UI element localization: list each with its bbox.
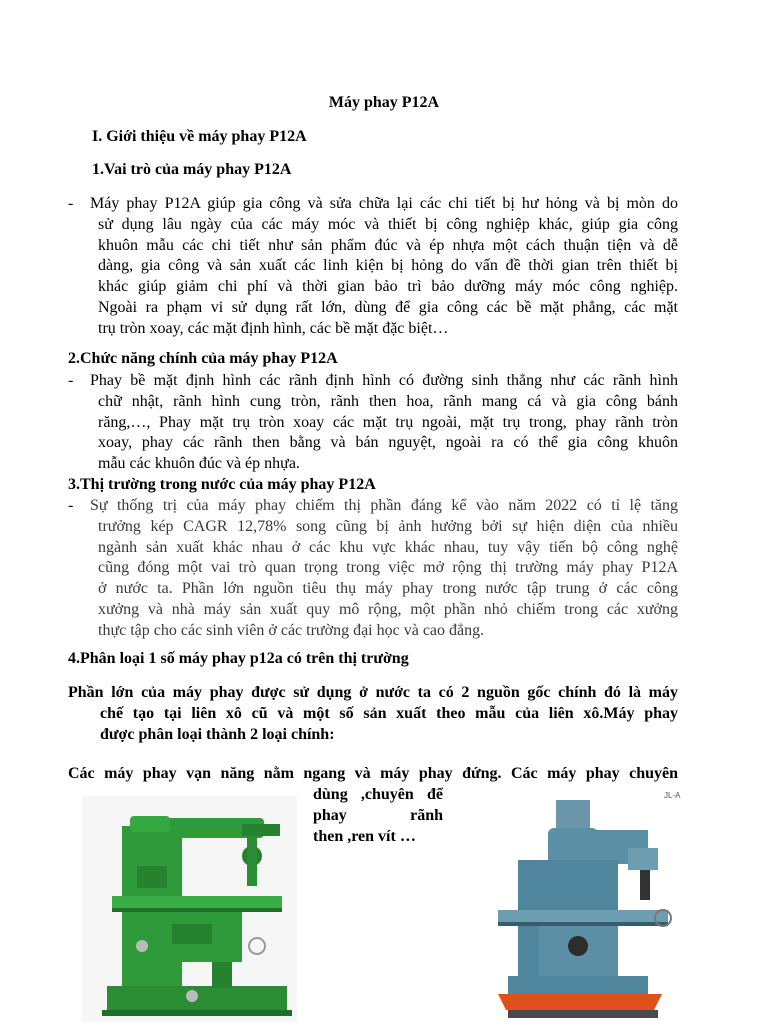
classification-line-3: được phân loại thành 2 loại chính: bbox=[100, 726, 335, 743]
function-line-1: Phay bề mặt định hình các rãnh định hình có đường sinh thẳng như các rãnh hình bbox=[90, 372, 678, 389]
function-line-5: mẫu các khuôn đúc và ép nhựa. bbox=[98, 455, 300, 473]
types-line: Các máy phay vạn năng nằm ngang và máy phay đứng. Các máy phay chuyên bbox=[68, 765, 678, 782]
subheading-role: 1.Vai trò của máy phay P12A bbox=[92, 161, 292, 178]
classification-line-2: chế tạo tại liên xô cũ và một số sản xuất theo mẫu của liên xô.Máy phay bbox=[100, 705, 678, 722]
market-line-2: trưởng kép CAGR 12,78% song cũng bị ảnh hưởng bởi sự hiện diện của nhiều bbox=[98, 517, 678, 535]
bullet-role-text bbox=[90, 194, 678, 340]
function-line-2: chữ nhật, rãnh hình cung tròn, rãnh then hoa, rãnh mang cá và gia công bánh bbox=[98, 392, 678, 410]
subheading-market: 3.Thị trường trong nước của máy phay P12A bbox=[68, 476, 376, 493]
subheading-classification: 4.Phân loại 1 số máy phay p12a có trên thị trường bbox=[68, 650, 409, 667]
market-line-6: xưởng và nhà máy sản xuất quy mô rộng, một phần nhỏ chiếm trong các xưởng bbox=[98, 600, 678, 618]
side-line-2: phay rãnh bbox=[313, 807, 443, 824]
bullet-dash: - bbox=[68, 497, 74, 514]
vertical-milling-machine-image bbox=[478, 790, 682, 1022]
side-line-1: dùng ,chuyên để bbox=[313, 786, 443, 803]
section-heading-intro: I. Giới thiệu về máy phay P12A bbox=[92, 128, 307, 145]
role-line-4: dàng, gia công và sản xuất các linh kiện bị hỏng do vấn đề thời gian trên thiết bị bbox=[98, 257, 678, 275]
image-watermark: JL-A bbox=[664, 791, 681, 800]
subheading-function: 2.Chức năng chính của máy phay P12A bbox=[68, 350, 338, 367]
role-line-2: sử dụng lâu ngày của các máy móc và thiết bị công nghiệp khác, giúp gia công bbox=[98, 215, 678, 233]
bullet-market-text bbox=[90, 496, 678, 642]
classification-line-1: Phần lớn của máy phay được sử dụng ở nước ta có 2 nguồn gốc chính đó là máy bbox=[68, 684, 678, 701]
role-line-6: Ngoài ra phạm vi sử dụng rất lớn, dùng để gia công các bề mặt phẳng, các mặt bbox=[98, 298, 678, 316]
horizontal-milling-machine-image bbox=[82, 796, 297, 1022]
bullet-dash: - bbox=[68, 195, 74, 212]
market-line-7: thực tập cho các sinh viên ở các trường đại học và cao đẳng. bbox=[98, 621, 485, 639]
page-title: Máy phay P12A bbox=[328, 94, 440, 111]
bullet-dash: - bbox=[68, 372, 74, 389]
classification-paragraph bbox=[68, 682, 678, 745]
function-line-3: răng,…, Phay mặt trụ tròn xoay các mặt trụ ngoài, mặt trụ trong, phay rãnh tròn bbox=[98, 413, 678, 431]
market-line-4: cũng đóng một vai trò quan trọng trong việc mở rộng thị trường máy phay P12A bbox=[98, 559, 678, 577]
side-line-3: then ,ren vít … bbox=[313, 828, 416, 845]
market-line-5: ở nước ta. Phần lớn nguồn tiêu thụ máy phay trong nước tập trung ở các công bbox=[98, 580, 678, 598]
bullet-market bbox=[68, 496, 678, 646]
horizontal-milling-machine-illustration bbox=[82, 796, 297, 1022]
function-line-4: xoay, phay các rãnh then bằng và bán nguyệt, ngoài ra có thể gia công khuôn bbox=[98, 434, 678, 452]
bullet-function-text bbox=[90, 371, 678, 475]
types-side-text bbox=[313, 784, 443, 847]
bullet-function bbox=[68, 371, 678, 477]
market-line-1: Sự thống trị của máy phay chiếm thị phần đáng kể vào năm 2022 có tỉ lệ tăng bbox=[90, 497, 678, 514]
vertical-milling-machine-illustration bbox=[478, 790, 682, 1022]
role-line-3: khuôn mẫu các chi tiết như sản phẩm đúc và ép nhựa một cách thuận tiện và dễ bbox=[98, 236, 678, 254]
market-line-3: ngành sản xuất khác nhau ở các khu vực khác nhau, tuy vậy tiến bộ công nghệ bbox=[98, 538, 678, 556]
bullet-role bbox=[68, 194, 678, 344]
role-line-1: Máy phay P12A giúp gia công và sửa chữa lại các chi tiết bị hư hỏng và bị mòn do bbox=[90, 195, 678, 212]
role-line-7: trụ tròn xoay, các mặt định hình, các bề mặt đặc biệt… bbox=[98, 319, 449, 337]
role-line-5: khác giúp giảm chi phí và thời gian bảo trì bảo dưỡng máy móc công nghiệp. bbox=[98, 278, 678, 296]
